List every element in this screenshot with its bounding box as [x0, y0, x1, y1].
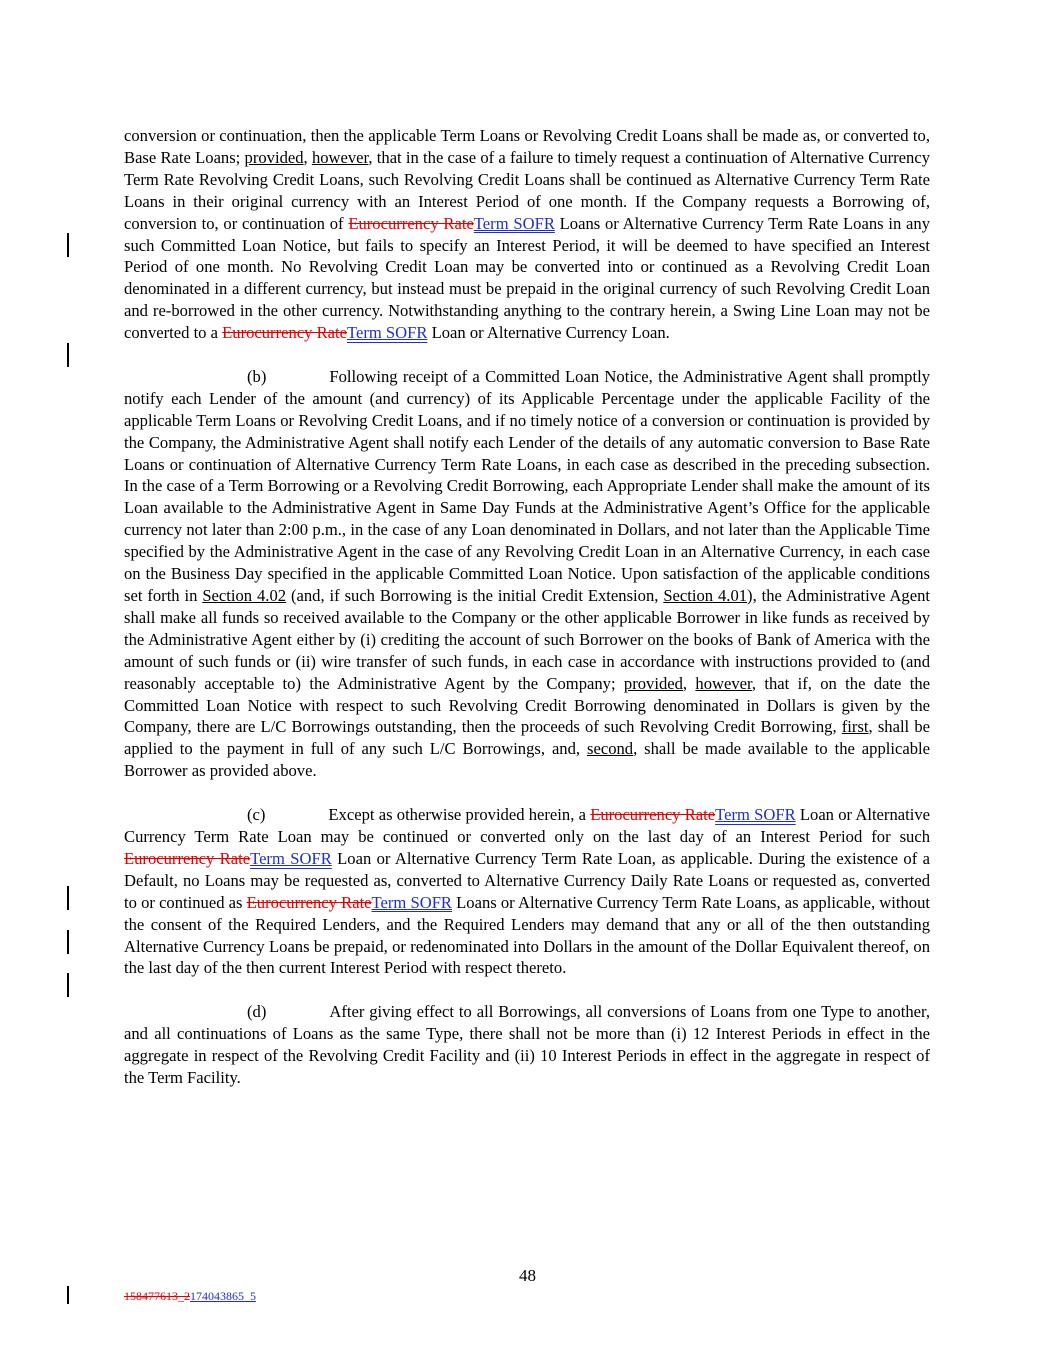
deleted-text: Eurocurrency Rate: [348, 213, 474, 233]
inserted-text: Term SOFR: [473, 213, 555, 233]
deleted-text: Eurocurrency Rate: [124, 848, 251, 868]
text-run: , that if, on the date the Committed Loan Notice with respect to such Revolving Credit Borrowing denominated in Dollars is given by the Company, there are L/C Borrowings outstanding, then the proceeds of such Revolving Credit Borrowing,: [124, 673, 931, 737]
text-run: , that in the case of a failure to timely request a continuation of Alternative Currency Term Rate Revolving Credit Loans, such Revolving Credit Loans shall be continued as Alternative Currency Term Rate Loans in their original currency with an Interest Period of one month. If the Company requests a Borrowing of, conversion to, or continuation of: [124, 147, 931, 233]
paragraph-continuation: [124, 125, 930, 344]
change-bar: [67, 930, 69, 954]
however-term: however: [695, 673, 752, 693]
inserted-text: Term SOFR: [715, 805, 796, 825]
text-run: (and, if such Borrowing is the initial Credit Extension,: [286, 586, 664, 606]
text-run: , shall be applied to the payment in full of any such L/C Borrowings, and,: [124, 717, 930, 759]
paragraph-label: (b): [247, 366, 267, 386]
text-run: ), the Administrative Agent shall make all funds so received available to the Company or the other applicable Borrower in like funds as received by the Administrative Agent either by (i) crediting the account of such Borrower on the books of Bank of America with the amount of such funds or (ii) wire transfer of such funds, in each case in accordance with instructions provided to (and reasonably acceptable to) the Administrative Agent by the Company;: [124, 586, 930, 693]
text-run: conversion or continuation, then the applicable Term Loans or Revolving Credit Loans shall be made as, or converted to, Base Rate Loans;: [124, 126, 930, 167]
deleted-doc-id: 158477613_2: [124, 1289, 190, 1303]
text-run: Loan or Alternative Currency Loan.: [427, 323, 670, 343]
text-run: Except as otherwise provided herein, a: [328, 805, 591, 825]
text-run: Loans or Alternative Currency Term Rate Loans in any such Committed Loan Notice, but fails to specify an Interest Period, it will be deemed to have specified an Interest Period of one month. No Revolving Credit Loan may be converted into or continued as a Revolving Credit Loan denominated in a different currency, but instead must be prepaid in the original currency of such Revolving Credit Loan and re-borrowed in the other currency. Notwithstanding anything to the contrary herein, a Swing Line Loan may not be converted to a: [124, 213, 930, 343]
document-id-footer: [124, 1289, 256, 1304]
paragraph-d: [124, 1001, 930, 1089]
change-bar: [67, 886, 69, 910]
text-run: Loans or Alternative Currency Term Rate Loans, as applicable, without the consent of the Required Lenders, and the Required Lenders may demand that any or all of the then outstanding Alternative Currency Loans be prepaid, or redenominated into Dollars in the amount of the Dollar Equivalent thereof, on the last day of the then current Interest Period with respect thereto.: [124, 892, 930, 978]
text-run: Following receipt of a Committed Loan Notice, the Administrative Agent shall promptly notify each Lender of the amount (and currency) of its Applicable Percentage under the applicable Facility of the applicable Term Loans or Revolving Credit Loans, and if no timely notice of a conversion or continuation is provided by the Company, the Administrative Agent shall notify each Lender of the details of any automatic conversion to Base Rate Loans or continuation of Alternative Currency Term Rate Loans, in each case as described in the preceding subsection. In the case of a Term Borrowing or a Revolving Credit Borrowing, each Appropriate Lender shall make the amount of its Loan available to the Administrative Agent in Same Day Funds at the Administrative Agent’s Office for the applicable currency not later than 2:00 p.m., in the case of any Loan denominated in Dollars, and not later than the Applicable Time specified by the Administrative Agent in the case of any Revolving Credit Loan in an Alternative Currency, in each case on the Business Day specified in the applicable Committed Loan Notice. Upon satisfaction of the applicable conditions set forth in: [124, 366, 930, 606]
deleted-text: Eurocurrency Rate: [222, 323, 347, 343]
deleted-text: Eurocurrency Rate: [246, 892, 372, 912]
change-bar: [67, 973, 69, 997]
text-run: Loan or Alternative Currency Term Rate Loan may be continued or converted only on the last day of an Interest Period for such: [124, 805, 930, 846]
change-bar: [67, 233, 69, 257]
text-run: ,: [303, 147, 312, 167]
inserted-doc-id: 174043865_5: [190, 1289, 256, 1303]
paragraph-c: [124, 804, 930, 979]
body-text: [124, 125, 930, 1089]
paragraph-label: (c): [247, 805, 266, 825]
second-term: second: [587, 739, 634, 759]
text-run: ,: [682, 673, 696, 693]
text-run: Loan or Alternative Currency Term Rate Loan, as applicable. During the existence of a Default, no Loans may be requested as, converted to Alternative Currency Daily Rate Loans or requested as, converted to or continued as: [124, 848, 930, 912]
deleted-text: Eurocurrency Rate: [590, 805, 716, 825]
page-number: 48: [519, 1266, 536, 1285]
text-run: After giving effect to all Borrowings, all conversions of Loans from one Type to another, and all continuations of Loans as the same Type, there shall not be more than (i) 12 Interest Periods in effect in the aggregate in respect of the Revolving Credit Facility and (ii) 10 Interest Periods in effect in the aggregate in respect of the Term Facility.: [124, 1002, 930, 1087]
section-reference: Section 4.02: [202, 586, 287, 606]
change-bar: [67, 343, 69, 367]
section-reference: Section 4.01: [663, 586, 748, 606]
first-term: first: [841, 717, 869, 737]
text-run: , shall be made available to the applicable Borrower as provided above.: [124, 739, 930, 781]
however-term: however: [311, 147, 369, 167]
inserted-text: Term SOFR: [371, 892, 452, 912]
change-bar: [67, 1286, 69, 1304]
paragraph-b: [124, 366, 930, 782]
provided-term: provided: [244, 147, 304, 167]
inserted-text: Term SOFR: [347, 323, 428, 343]
provided-term: provided: [623, 673, 683, 693]
paragraph-label: (d): [247, 1002, 267, 1022]
inserted-text: Term SOFR: [250, 848, 332, 868]
